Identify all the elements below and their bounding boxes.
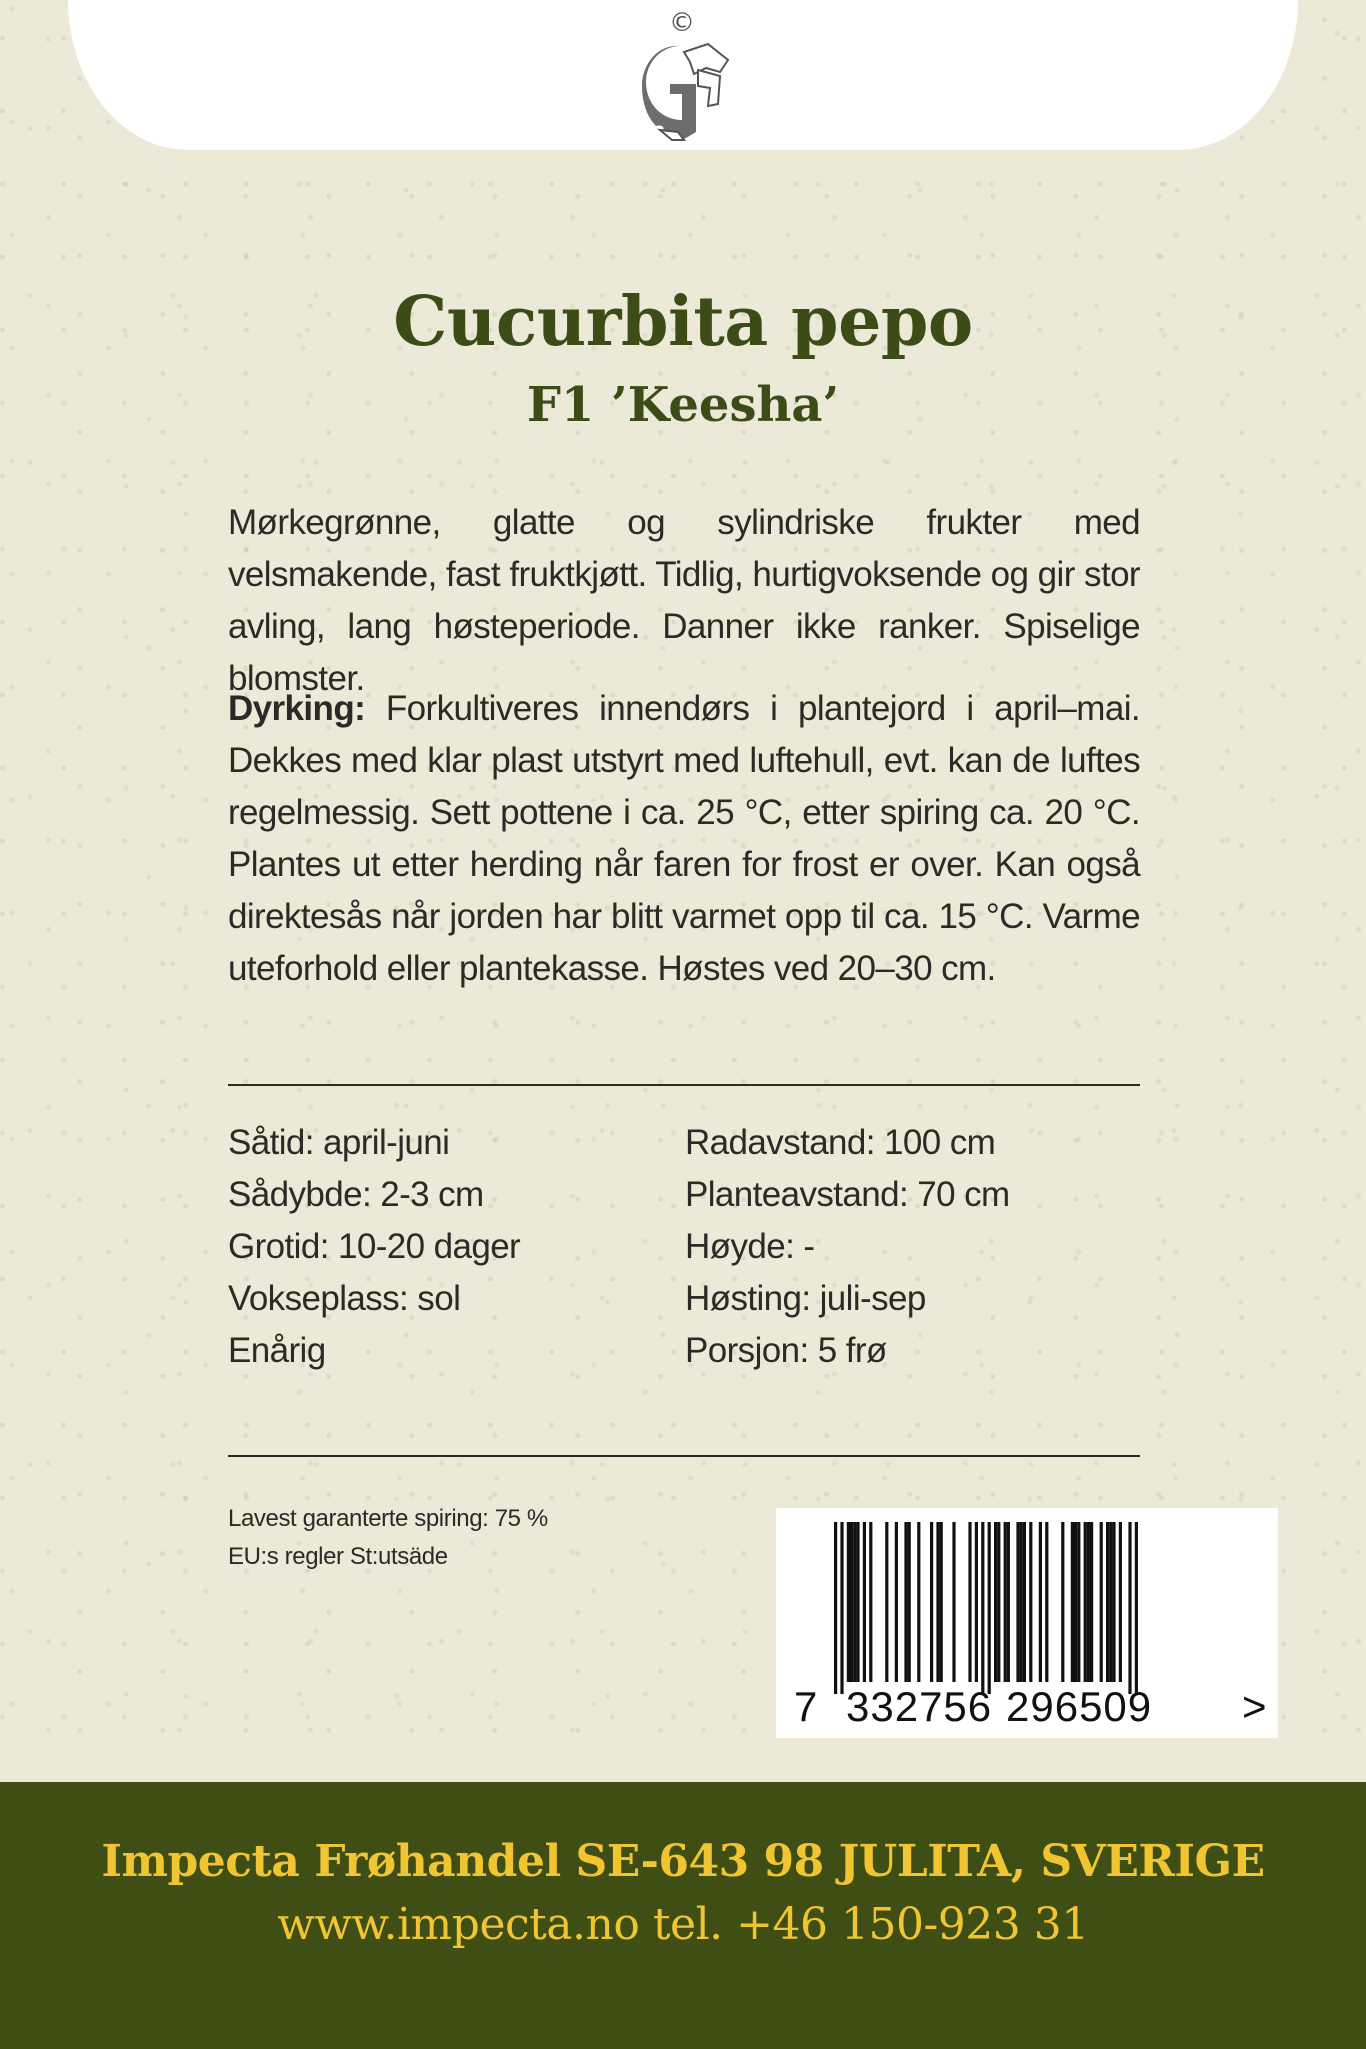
barcode-bar xyxy=(1109,1522,1112,1682)
barcode-bar xyxy=(1077,1522,1080,1682)
barcode-bar xyxy=(994,1522,997,1682)
barcode-bar xyxy=(1084,1522,1087,1682)
fact-height: Høyde: - xyxy=(685,1227,815,1266)
barcode-bar xyxy=(1087,1522,1090,1682)
barcode-bar xyxy=(975,1522,978,1682)
facts-left-column xyxy=(228,1117,520,1377)
barcode-arrow: > xyxy=(1242,1683,1267,1730)
barcode-bar xyxy=(863,1522,866,1682)
barcode-bar xyxy=(908,1522,911,1682)
barcode-bar xyxy=(1039,1522,1042,1682)
barcode-bar xyxy=(850,1522,853,1682)
cultivation-label: Dyrking: xyxy=(228,689,366,728)
barcode-guard-bar xyxy=(1128,1522,1131,1694)
barcode-bar xyxy=(1029,1522,1032,1682)
fact-sowing-time: Såtid: april-juni xyxy=(228,1123,450,1162)
product-title: Cucurbita pepo xyxy=(393,282,973,362)
barcode-bar xyxy=(936,1522,939,1682)
barcode-bar xyxy=(895,1522,898,1682)
barcode-left-group: 332756 xyxy=(846,1683,993,1730)
barcode-bar xyxy=(968,1522,971,1682)
footer-contact: www.impecta.no tel. +46 150-923 31 xyxy=(277,1899,1089,1950)
impecta-logo-icon xyxy=(632,42,732,142)
fact-portion: Porsjon: 5 frø xyxy=(685,1331,887,1370)
barcode-bar xyxy=(1061,1522,1064,1682)
barcode-bar xyxy=(997,1522,1000,1682)
fact-lifecycle: Enårig xyxy=(228,1331,326,1370)
barcode-bar xyxy=(1016,1522,1019,1682)
fact-sowing-depth: Sådybde: 2-3 cm xyxy=(228,1175,484,1214)
barcode-bar xyxy=(940,1522,943,1682)
fact-plant-spacing: Planteavstand: 70 cm xyxy=(685,1175,1010,1214)
barcode-guard-bar xyxy=(981,1522,984,1694)
copyright-symbol: © xyxy=(669,8,695,38)
barcode-guard-bar xyxy=(988,1522,991,1694)
barcode-right-group: 296509 xyxy=(1006,1683,1153,1730)
barcode-bar xyxy=(917,1522,920,1682)
barcode-bar xyxy=(1071,1522,1074,1682)
barcode-bar xyxy=(930,1522,933,1682)
barcode-bar xyxy=(1112,1522,1115,1682)
barcode-bar xyxy=(1020,1522,1023,1682)
barcode-bar xyxy=(904,1522,907,1682)
barcode-bar xyxy=(1090,1522,1093,1682)
barcode-bar xyxy=(847,1522,850,1682)
barcode-bar xyxy=(1007,1522,1010,1682)
barcode-first-digit: 7 xyxy=(794,1683,818,1730)
cultivation-instructions xyxy=(228,683,1140,995)
barcode-guard-bar xyxy=(840,1522,843,1694)
product-variety: F1 ’Keesha’ xyxy=(526,377,840,433)
barcode-bar xyxy=(1074,1522,1077,1682)
footer-company: Impecta Frøhandel SE-643 98 JULITA, SVERIGE xyxy=(101,1836,1265,1887)
barcode-bar xyxy=(1100,1522,1103,1682)
barcode-guard-bar xyxy=(834,1522,837,1694)
barcode-bar xyxy=(1106,1522,1109,1682)
fact-growing-site: Vokseplass: sol xyxy=(228,1279,461,1318)
barcode-bar xyxy=(1119,1522,1122,1682)
barcode-guard-bar xyxy=(1135,1522,1138,1694)
eu-regulation-note: EU:s regler St:utsäde xyxy=(228,1543,448,1570)
barcode-bar xyxy=(1023,1522,1026,1682)
facts-right-column xyxy=(685,1117,1010,1377)
fact-harvest: Høsting: juli-sep xyxy=(685,1279,926,1318)
fact-row-spacing: Radavstand: 100 cm xyxy=(685,1123,996,1162)
barcode-bar xyxy=(1045,1522,1048,1682)
cultivation-text: Forkultiveres innendørs i plantejord i april–mai. Dekkes med klar plast utstyrt med luftehull, evt. kan de luftes regelmessig. Sett pottene i ca. 25 °C, etter spiring ca. 20 °C. Plantes ut etter herding når faren for frost er over. Kan også direktesås når jorden har blitt varmet opp til ca. 15 °C. Varme uteforhold eller plantekasse. Høstes ved 20–30 cm. xyxy=(228,689,1140,988)
fineprint xyxy=(228,1500,548,1576)
divider-bottom xyxy=(228,1455,1140,1457)
barcode-bar xyxy=(952,1522,955,1682)
barcode xyxy=(776,1508,1278,1738)
brand-logo xyxy=(632,10,732,145)
product-description: Mørkegrønne, glatte og sylindriske frukter med velsmakende, fast fruktkjøtt. Tidlig, hurtigvoksende og gir stor avling, lang høsteperiode. Danner ikke ranker. Spiselige blomster. xyxy=(228,503,1140,698)
barcode-bar xyxy=(869,1522,872,1682)
barcode-bar xyxy=(1004,1522,1007,1682)
barcode-bar xyxy=(856,1522,859,1682)
barcode-bar xyxy=(853,1522,856,1682)
fact-germination-time: Grotid: 10-20 dager xyxy=(228,1227,521,1266)
barcode-bar xyxy=(885,1522,888,1682)
germination-guarantee: Lavest garanterte spiring: 75 % xyxy=(228,1505,548,1532)
divider-top xyxy=(228,1084,1140,1086)
